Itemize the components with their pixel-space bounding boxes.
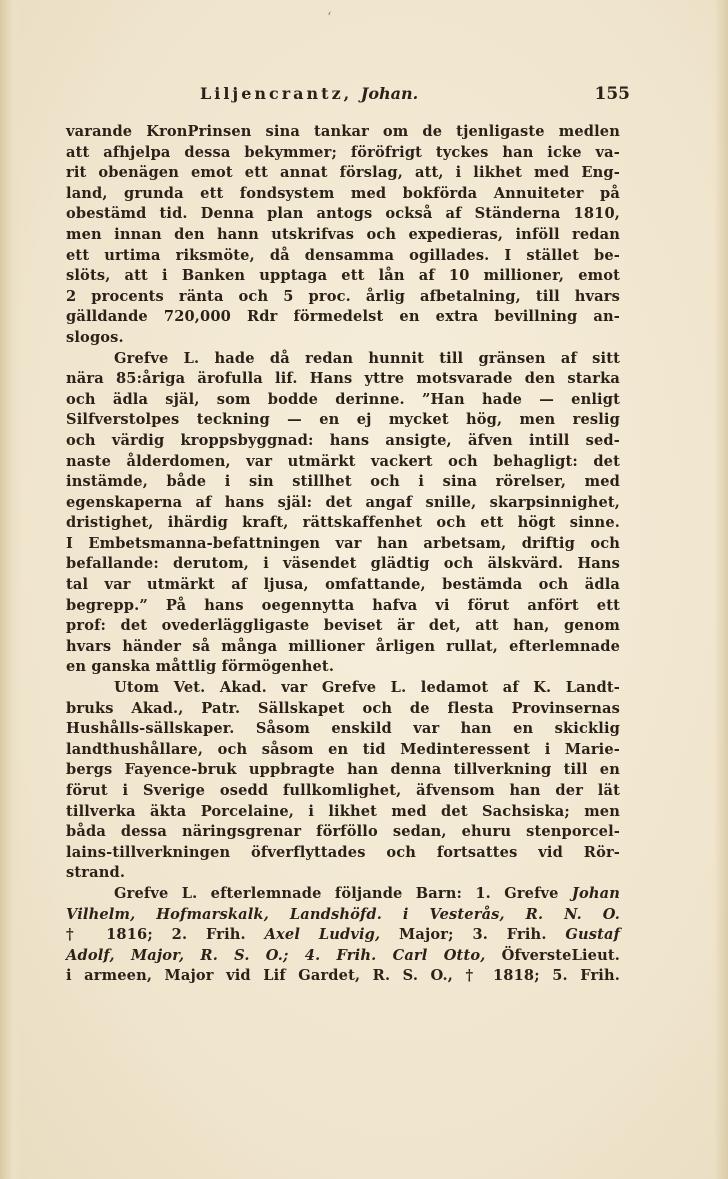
text-line: begrepp.” På hans oegennytta hafva vi förut anfört ett <box>66 596 620 614</box>
text-line: rit obenägen emot ett annat förslag, att, i likhet med Eng- <box>66 164 620 182</box>
text-line: bruks Akad., Patr. Sällskapet och de flesta Provinsernas <box>66 699 620 717</box>
text-line <box>66 946 620 967</box>
text-fragment: Major; 3. Frih. <box>380 926 547 944</box>
page-edge-shadow <box>714 0 728 1179</box>
text-line: slogos. <box>66 328 124 346</box>
text-line: 2 procents ränta och 5 proc. årlig afbetalning, till hvars <box>66 287 620 305</box>
text-line: hvars händer så många millioner årligen rullat, efterlemnade <box>66 637 620 655</box>
paragraph-start: Utom Vet. Akad. var Grefve L. ledamot af K. Landt- <box>114 679 620 697</box>
running-title-surname: Liljencrantz, <box>200 84 361 103</box>
text-line: tal var utmärkt af ljusa, omfattande, bestämda och ädla <box>66 576 620 594</box>
running-title <box>200 84 418 103</box>
text-line: tillverka äkta Porcelaine, i likhet med det Sachsiska; men <box>66 802 620 820</box>
text-line: dristighet, ihärdig kraft, rättskaffenhet och ett högt sinne. <box>66 514 620 532</box>
text-line: land, grunda ett fondsystem med bokförda Annuiteter på <box>66 184 620 202</box>
text-line: förut i Sverige osedd fullkomlighet, äfvensom han der lät <box>66 782 620 799</box>
text-line: ett urtima riksmöte, då densamma ogillades. I stället be- <box>66 246 620 264</box>
text-line: att afhjelpa dessa bekymmer; föröfrigt tyckes han icke va- <box>66 143 620 161</box>
text-line: landthushållare, och såsom en tid Medinteressent i Marie- <box>66 740 620 758</box>
text-line: slöts, att i Banken upptaga ett lån af 10 millioner, emot <box>66 267 620 285</box>
text-line: i armeen, Major vid Lif Gardet, R. S. O., † 1818; 5. Frih. <box>66 967 620 985</box>
text-line: naste ålderdomen, var utmärkt vackert och behagligt: det <box>66 452 620 470</box>
page-number: 155 <box>594 84 630 104</box>
text-line: och värdig kroppsbyggnad: hans ansigte, äfven intill sed- <box>66 431 620 449</box>
text-line <box>66 905 620 926</box>
page-gutter-shadow <box>0 0 22 1179</box>
text-fragment: ÖfversteLieut. <box>485 946 620 964</box>
text-line: en ganska måttlig förmögenhet. <box>66 658 335 676</box>
text-line: Hushålls-sällskaper. Såsom enskild var han en skicklig <box>66 720 620 738</box>
text-line: strand. <box>66 864 126 882</box>
text-line: varande KronPrinsen sina tankar om de tjenligaste medlen <box>66 123 620 140</box>
text-fragment: † 1816; 2. Frih. <box>66 926 246 944</box>
text-line: obestämd tid. Denna plan antogs också af Ständerna 1810, <box>66 205 620 223</box>
text-line: befallande: derutom, i väsendet glädtig och älskvärd. Hans <box>66 555 620 573</box>
page-header <box>200 84 630 110</box>
italic-name: Adolf, Major, R. S. O.; 4. Frih. <box>66 946 377 964</box>
text-line: Silfverstolpes teckning — en ej mycket hög, men reslig <box>66 411 620 429</box>
text-line: gälldande 720,000 Rdr förmedelst en extra bevillning an- <box>66 308 620 326</box>
text-line: nära 85:åriga ärofulla lif. Hans yttre motsvarade den starka <box>66 370 620 388</box>
text-line: bergs Fayence-bruk uppbragte han denna tillverkning till en <box>66 761 620 779</box>
print-mark: ‘ <box>327 10 332 26</box>
text-line: båda dessa näringsgrenar förföllo sedan, ehuru stenporcel- <box>66 823 620 841</box>
paragraph-start <box>66 884 620 905</box>
body-text <box>66 122 620 987</box>
italic-name: Axel Ludvig, <box>264 926 381 944</box>
running-title-forename: Johan. <box>360 84 419 103</box>
text-line: egenskaperna af hans själ: det angaf snille, skarpsinnighet, <box>66 493 620 511</box>
text-line: och ädla själ, som bodde derinne. ”Han hade — enligt <box>66 390 620 408</box>
paragraph-start: Grefve L. hade då redan hunnit till gränsen af sitt <box>114 349 620 367</box>
text-line <box>66 925 620 946</box>
text-line: men innan den hann utskrifvas och expedieras, inföll redan <box>66 225 620 243</box>
text-line: prof: det ovederläggligaste beviset är det, att han, genom <box>66 617 620 635</box>
italic-name: Johan <box>571 884 620 902</box>
italic-name: Carl Otto, <box>392 946 486 964</box>
text-line: lains-tillverkningen öfverflyttades och fortsattes vid Rör- <box>66 843 620 861</box>
text-line: I Embetsmanna-befattningen var han arbetsam, driftig och <box>66 534 620 552</box>
text-fragment: Grefve L. efterlemnade följande Barn: 1. Grefve <box>114 884 559 902</box>
italic-name: Vilhelm, Hofmarskalk, Landshöfd. i Vesterås, R. N. O. <box>66 905 620 923</box>
text-line: instämde, både i sin stillhet och i sina rörelser, med <box>66 473 620 491</box>
italic-name: Gustaf <box>565 926 621 944</box>
